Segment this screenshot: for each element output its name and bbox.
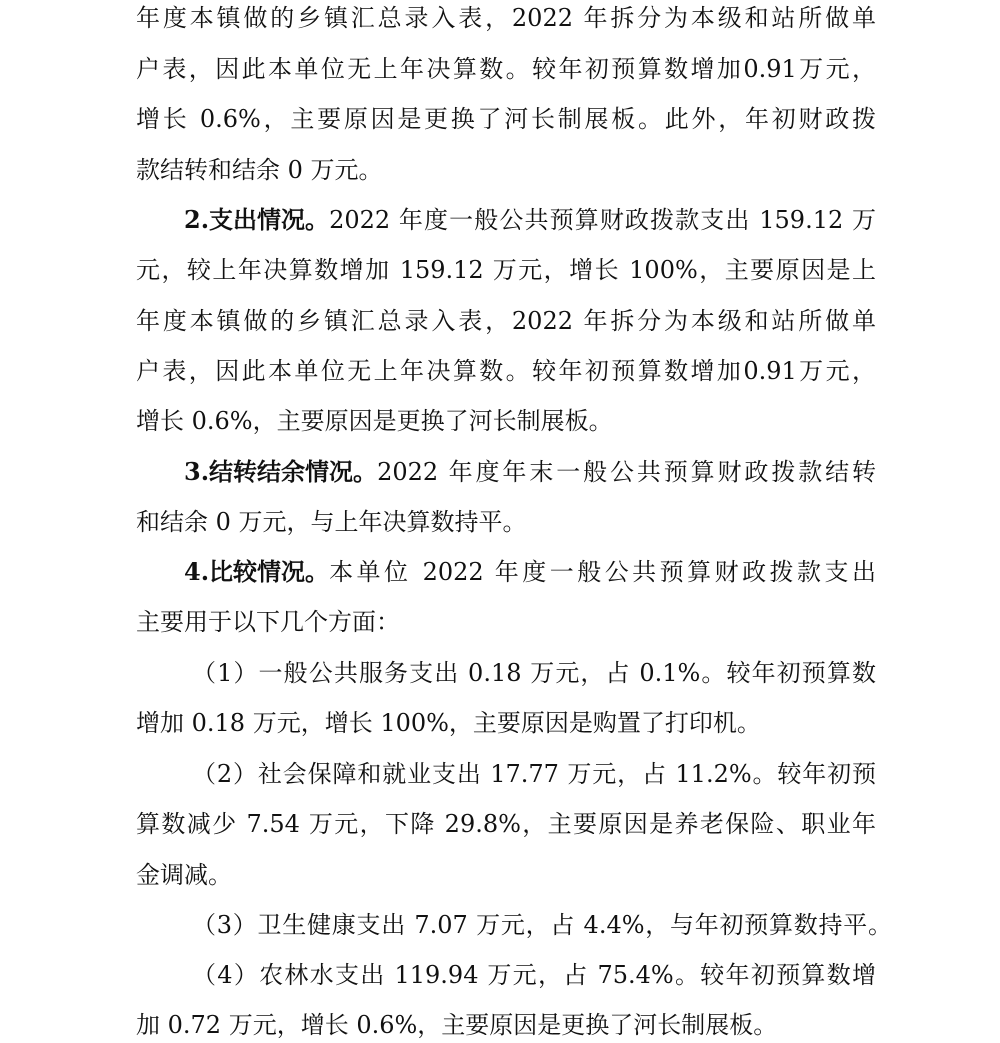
list-item-first-line: （2）社会保障和就业支出 17.77 万元，占 11.2%。较年初预 [192, 760, 876, 788]
paragraph-line: 户表，因此本单位无上年决算数。较年初预算数增加0.91万元， [136, 357, 876, 385]
paragraph-line: 年度本镇做的乡镇汇总录入表，2022 年拆分为本级和站所做单 [136, 4, 876, 32]
paragraph-line: 年度本镇做的乡镇汇总录入表，2022 年拆分为本级和站所做单 [136, 307, 876, 335]
paragraph-first-line [184, 556, 876, 588]
paragraph-line: 主要用于以下几个方面： [136, 608, 400, 636]
paragraph-line: 增长 0.6%，主要原因是更换了河长制展板。 [136, 407, 613, 435]
paragraph-first-line [184, 204, 876, 236]
paragraph-line: 户表，因此本单位无上年决算数。较年初预算数增加0.91万元， [136, 55, 876, 83]
list-item-line: 算数减少 7.54 万元，下降 29.8%，主要原因是养老保险、职业年 [136, 810, 876, 838]
paragraph-text: 2022 年度年末一般公共预算财政拨款结转 [377, 458, 876, 486]
paragraph-line: 元，较上年决算数增加 159.12 万元，增长 100%，主要原因是上 [136, 256, 876, 284]
section-heading: 3.结转结余情况。 [184, 457, 378, 486]
list-item-first-line: （1）一般公共服务支出 0.18 万元，占 0.1%。较年初预算数 [192, 659, 876, 687]
section-heading: 4.比较情况。 [184, 557, 330, 586]
paragraph-line: 和结余 0 万元，与上年决算数持平。 [136, 508, 527, 536]
section-heading: 2.支出情况。 [184, 205, 330, 234]
paragraph-text: 2022 年度一般公共预算财政拨款支出 159.12 万 [329, 206, 876, 234]
list-item-line: 增加 0.18 万元，增长 100%，主要原因是购置了打印机。 [136, 709, 761, 737]
list-item-line: 加 0.72 万元，增长 0.6%，主要原因是更换了河长制展板。 [136, 1011, 778, 1039]
paragraph-line: 款结转和结余 0 万元。 [136, 156, 383, 184]
paragraph-line: 增长 0.6%，主要原因是更换了河长制展板。此外，年初财政拨 [136, 105, 876, 133]
list-item-line: 金调减。 [136, 861, 232, 889]
paragraph-first-line [184, 456, 876, 488]
list-item-first-line: （3）卫生健康支出 7.07 万元，占 4.4%，与年初预算数持平。 [192, 911, 892, 939]
paragraph-text: 本单位 2022 年度一般公共预算财政拨款支出 [329, 558, 876, 586]
list-item-first-line: （4）农林水支出 119.94 万元，占 75.4%。较年初预算数增 [192, 961, 876, 989]
